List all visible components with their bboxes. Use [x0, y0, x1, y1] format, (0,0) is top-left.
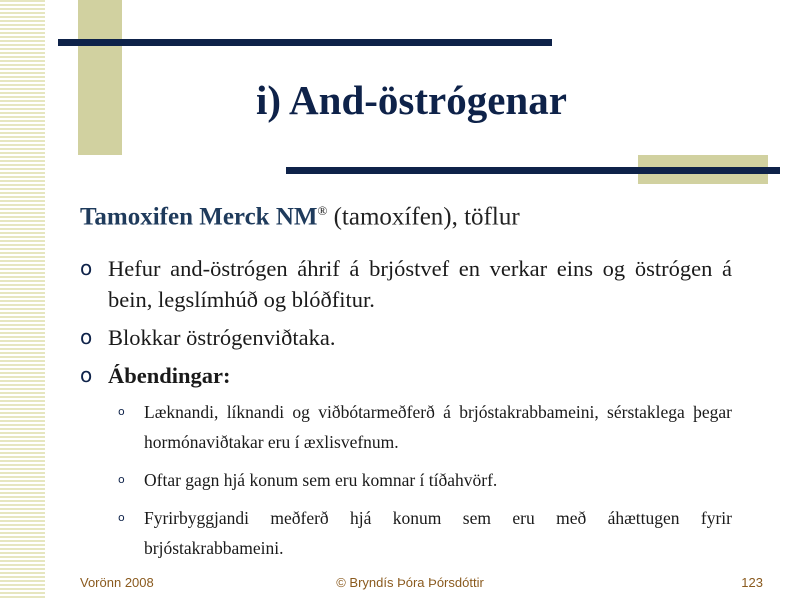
- decorative-block-left: [78, 0, 122, 155]
- registered-mark: ®: [317, 203, 328, 218]
- title-rule-bottom: [286, 167, 780, 174]
- sub-bullet-list: [108, 397, 732, 563]
- product-description: (tamoxífen), töflur: [327, 203, 520, 231]
- product-name: Tamoxifen Merck NM: [80, 203, 318, 231]
- drug-subtitle: [80, 203, 520, 231]
- slide-title: i) And-östrógenar: [256, 77, 567, 123]
- sub-bullet-text: Oftar gagn hjá konum sem eru komnar í tíðahvörf.: [144, 470, 498, 490]
- sub-bullet-marker: o: [118, 511, 125, 524]
- bullet-text: Hefur and-östrógen áhrif á brjóstvef en verkar eins og östrógen á bein, legslímhúð og blóðfitur.: [108, 256, 732, 312]
- footer-author: © Bryndís Þóra Þórsdóttir: [336, 575, 484, 590]
- sub-bullet-text: Fyrirbyggjandi meðferð hjá konum sem eru með áhættugen fyrir brjóstakrabbameini.: [144, 508, 732, 558]
- footer-term: Vorönn 2008: [80, 575, 154, 590]
- bullet-item: [80, 253, 732, 315]
- sub-bullet-item: [108, 397, 732, 457]
- sub-bullet-item: [108, 503, 732, 563]
- decorative-stripes: [0, 0, 45, 600]
- sub-bullet-item: [108, 465, 732, 495]
- bullet-text: Blokkar östrógenviðtaka.: [108, 325, 336, 350]
- bullet-heading: Ábendingar:: [108, 363, 231, 388]
- bullet-marker: o: [80, 325, 93, 349]
- bullet-marker: o: [80, 363, 93, 387]
- title-rule-top: [58, 39, 552, 46]
- sub-bullet-text: Læknandi, líknandi og viðbótarmeðferð á brjóstakrabbameini, sérstaklega þegar hormónaviðtakar eru í æxlisvefnum.: [144, 402, 732, 452]
- bullet-item: [80, 360, 732, 563]
- bullet-item: [80, 322, 732, 353]
- slide-number: 123: [741, 575, 763, 590]
- sub-bullet-marker: o: [118, 473, 125, 486]
- bullet-marker: o: [80, 256, 93, 280]
- sub-bullet-marker: o: [118, 405, 125, 418]
- bullet-list: [80, 253, 732, 571]
